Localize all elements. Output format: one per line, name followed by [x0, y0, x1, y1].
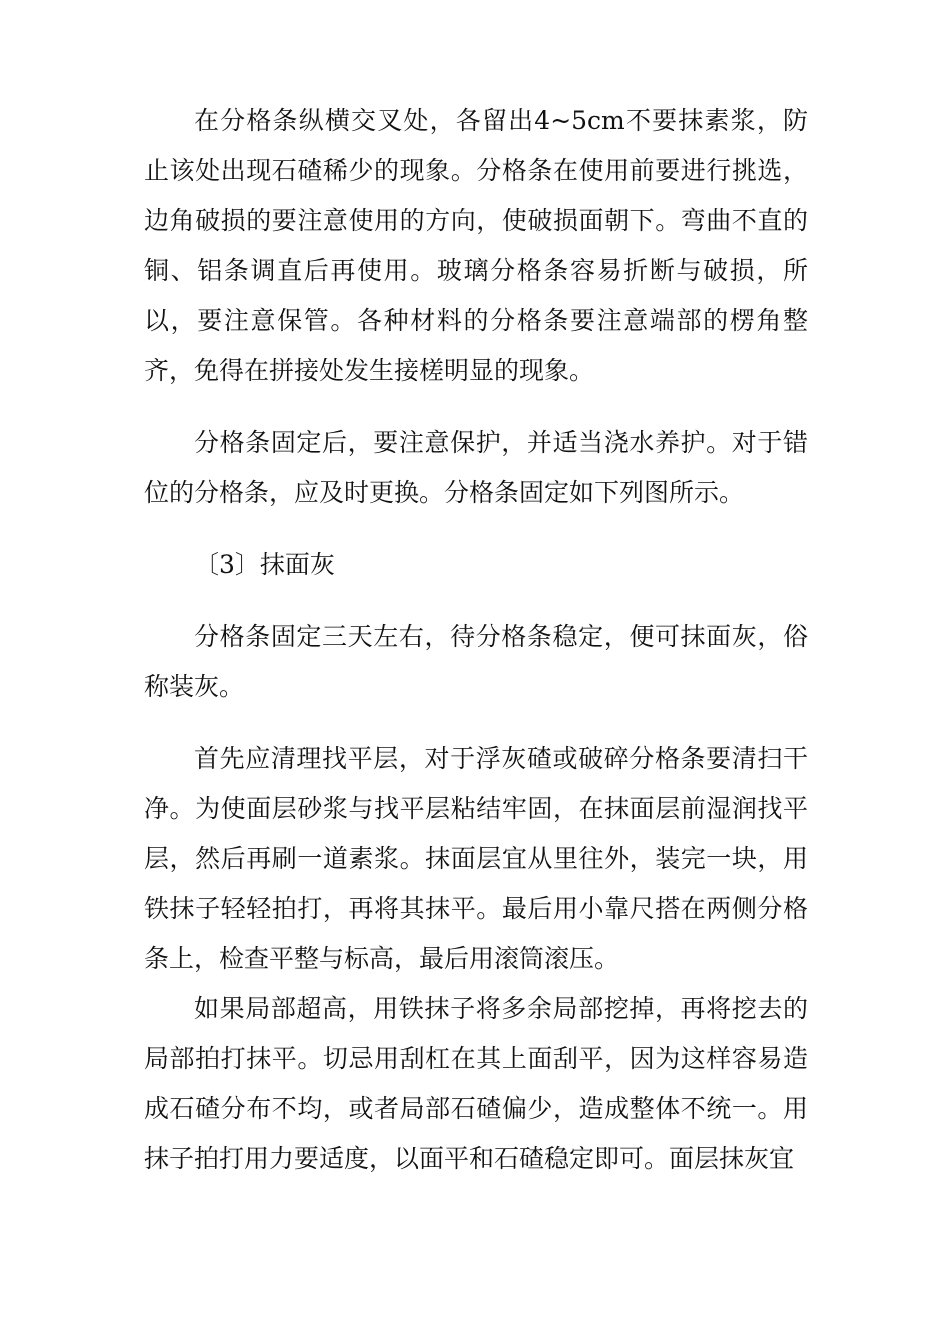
paragraph-local-excess-removal: 如果局部超高，用铁抹子将多余局部挖掉，再将挖去的局部拍打抹平。切忌用刮杠在其上面刮平，因为这样容易造成石碴分布不均，或者局部石碴偏少，造成整体不统一。用抹子拍打用力要适度，以面平和石碴稳定即可。面层抹灰宜 — [144, 994, 808, 1173]
section-heading-surface-plaster: 〔3〕抹面灰 — [194, 550, 335, 579]
document-body — [144, 96, 808, 1184]
paragraph-cleaning-and-application: 首先应清理找平层，对于浮灰碴或破碎分格条要清扫干净。为使面层砂浆与找平层粘结牢固，在抹面层前湿润找平层，然后再刷一道素浆。抹面层宜从里往外，装完一块，用铁抹子轻轻拍打，再将其抹平。最后用小靠尺搭在两侧分格条上，检查平整与标高，最后用滚筒滚压。 — [144, 744, 808, 973]
paragraph-surface-plaster-timing: 分格条固定三天左右，待分格条稳定，便可抹面灰，俗称装灰。 — [144, 622, 808, 701]
paragraph-divider-strip-crossing: 在分格条纵横交叉处，各留出4~5cm不要抹素浆，防止该处出现石碴稀少的现象。分格条在使用前要进行挑选，边角破损的要注意使用的方向，使破损面朝下。弯曲不直的铜、铝条调直后再使用。玻璃分格条容易折断与破损，所以，要注意保管。各种材料的分格条要注意端部的楞角整齐，免得在拼接处发生接槎明显的现象。 — [144, 106, 808, 385]
paragraph-divider-strip-protection: 分格条固定后，要注意保护，并适当浇水养护。对于错位的分格条，应及时更换。分格条固定如下列图所示。 — [144, 428, 808, 507]
